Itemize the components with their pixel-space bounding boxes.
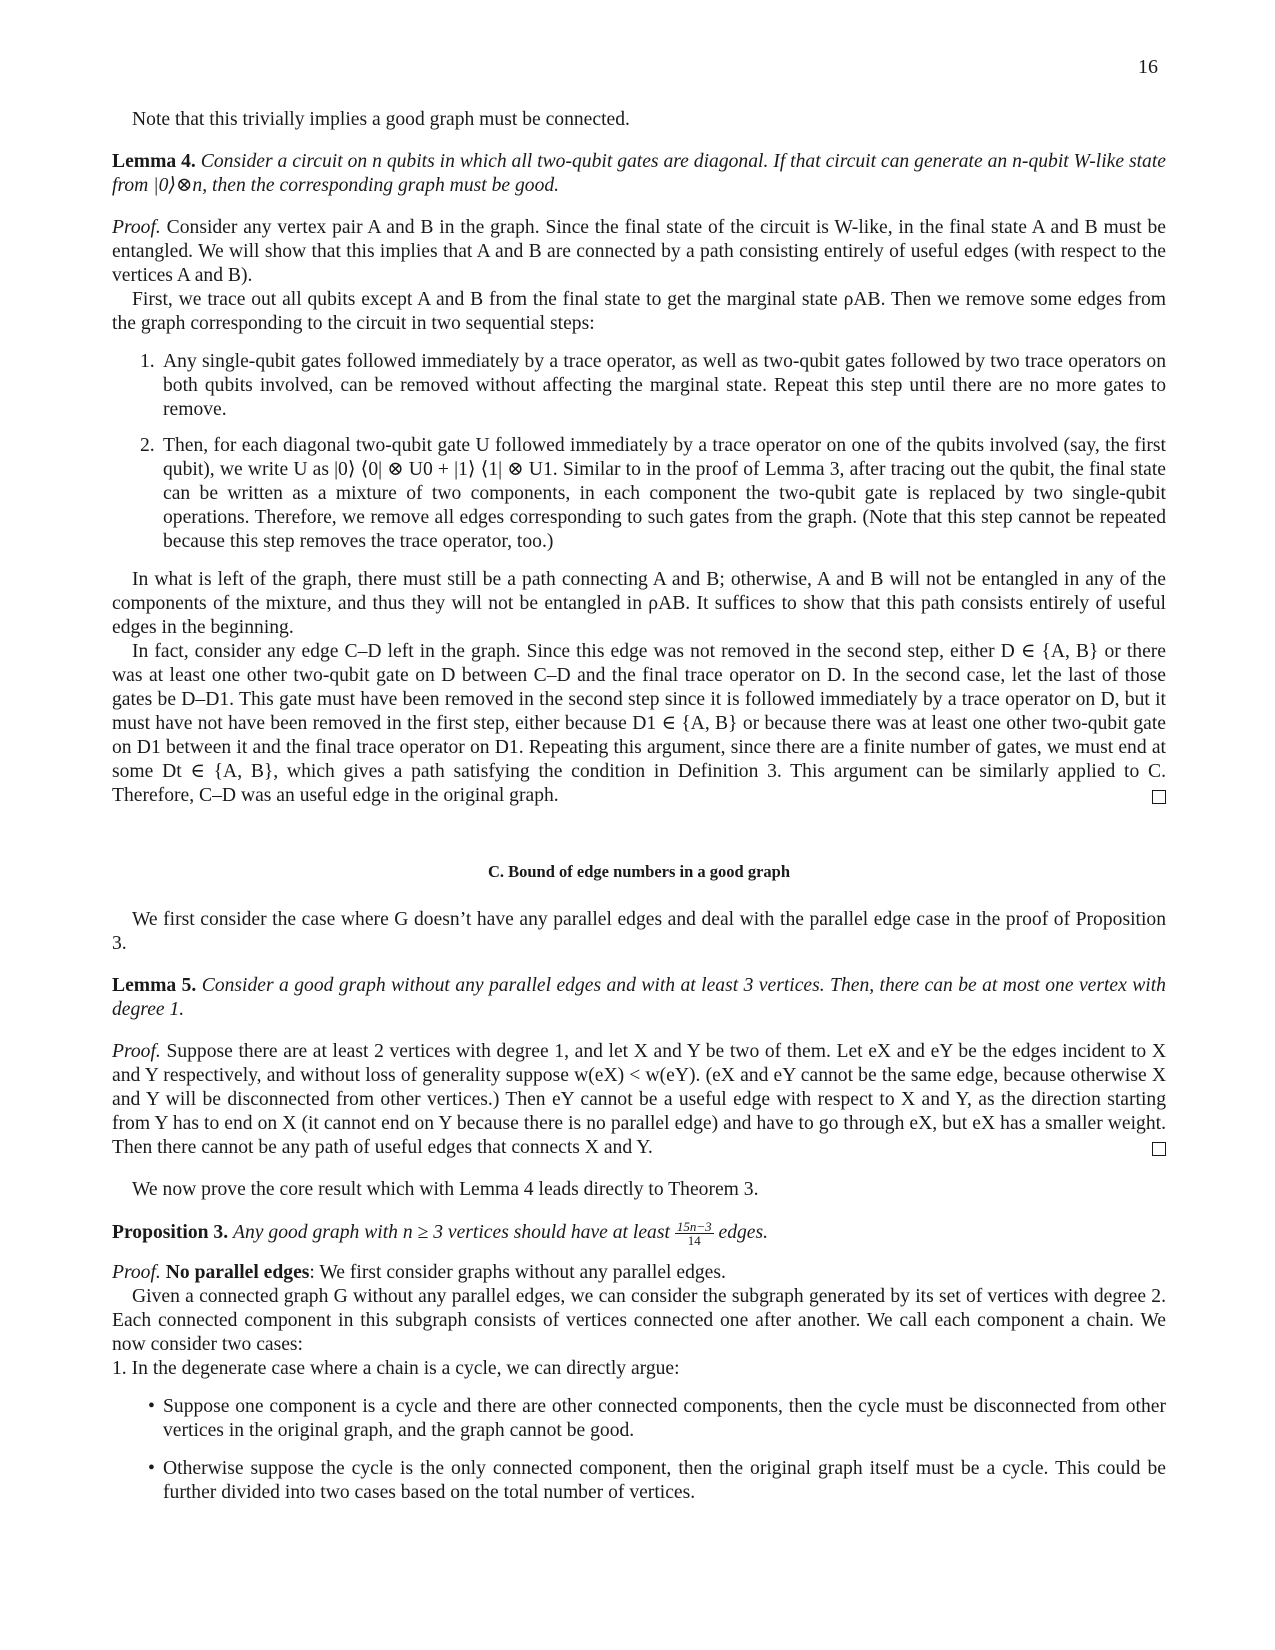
section-heading: C. Bound of edge numbers in a good graph: [487, 862, 791, 881]
proposition-3-statement-pre: Any good graph with n ≥ 3 vertices should have at least: [233, 1222, 670, 1243]
section-intro-paragraph: We first consider the case where G doesn’t have any parallel edges and deal with the parallel edge case in the proof of Proposition 3.: [112, 909, 1166, 954]
proof-prop-3-lead-text: : We first consider graphs without any parallel edges.: [309, 1262, 726, 1283]
fraction-numerator: 15n−3: [676, 1219, 712, 1234]
lemma-5-statement: Consider a good graph without any parallel edges and with at least 3 vertices. Then, there can be at most one vertex with degree 1.: [112, 975, 1166, 1020]
fraction-denominator: 14: [687, 1233, 701, 1248]
no-parallel-edges-heading: No parallel edges: [165, 1262, 310, 1283]
page-number: 16: [1138, 56, 1158, 78]
proof-5-label: Proof.: [112, 1041, 161, 1062]
lemma-4-statement: Consider a circuit on n qubits in which all two-qubit gates are diagonal. If that circuit can generate an n-qubit W-like state from |0⟩⊗n, then the corresponding graph must be good.: [112, 151, 1166, 196]
removal-steps-list: [112, 350, 1166, 554]
lemma-5: [112, 974, 1166, 1022]
proof-5-text: Suppose there are at least 2 vertices with degree 1, and let X and Y be two of them. Let eX and eY be the edges incident to X and Y respectively, and without loss of generality suppose w(eX) < w(eY). (eX and eY cannot be the same edge, because otherwise X and Y will be disconnected from other vertices.) Then eY cannot be a useful edge with respect to X and Y, as the direction starting from Y has to end on X (it cannot end on Y because there is no parallel edge) and have to go through eX, but eX has a smaller weight. Then there cannot be any path of useful edges that connects X and Y.: [112, 1041, 1166, 1158]
step-1-text: Any single-qubit gates followed immediately by a trace operator, as well as two-qubit gates followed by two trace operators on both qubits involved, can be removed without affecting the marginal state. Repeat this step until there are no more gates to remove.: [163, 351, 1166, 420]
proof-prop-3-paragraph-2: Given a connected graph G without any parallel edges, we can consider the subgraph generated by its set of vertices with degree 2. Each connected component in this subgraph consists of vertices connected one after another. We call each component a chain. We now consider two cases:: [112, 1286, 1166, 1355]
qed-square-icon: [1152, 1142, 1166, 1156]
proof-4-paragraph-3: In what is left of the graph, there must still be a path connecting A and B; otherwise, A and B will not be entangled in any of the components of the mixture, and thus they will not be entangled in ρAB. It suffices to show that this path consists entirely of useful edges in the beginning.: [112, 569, 1166, 638]
lemma-4: [112, 150, 1166, 198]
cycle-case-2: [112, 1457, 1166, 1505]
bullet-icon: •: [148, 1458, 155, 1479]
proof-4-paragraph-4: [112, 640, 1166, 808]
step-1-number: 1.: [140, 351, 155, 372]
cycle-case-1-text: Suppose one component is a cycle and there are other connected components, then the cycle must be disconnected from other vertices in the original graph, and the graph cannot be good.: [163, 1396, 1166, 1441]
removal-step-2: [112, 434, 1166, 554]
proof-4-text-1: Consider any vertex pair A and B in the graph. Since the final state of the circuit is W-like, in the final state A and B must be entangled. We will show that this implies that A and B are connected by a path consisting entirely of useful edges (with respect to the vertices A and B).: [112, 217, 1166, 286]
removal-step-1: [112, 350, 1166, 422]
proof-prop-3-label: Proof.: [112, 1262, 161, 1283]
edge-bound-fraction: [675, 1220, 714, 1247]
proof-4-paragraph-2: First, we trace out all qubits except A and B from the final state to get the marginal state ρAB. Then we remove some edges from the graph corresponding to the circuit in two sequential steps:: [112, 289, 1166, 334]
page-content: [112, 108, 1166, 1519]
cycle-case-2-text: Otherwise suppose the cycle is the only connected component, then the original graph itself must be a cycle. This could be further divided into two cases based on the total number of vertices.: [163, 1458, 1166, 1503]
proof-4-label: Proof.: [112, 217, 161, 238]
qed-square-icon: [1152, 790, 1166, 804]
proposition-3-label: Proposition 3.: [112, 1222, 229, 1243]
intro-paragraph: Note that this trivially implies a good graph must be connected.: [132, 109, 630, 130]
proposition-3-statement-post: edges.: [718, 1222, 769, 1243]
bullet-icon: •: [148, 1396, 155, 1417]
proof-4-text-4: In fact, consider any edge C–D left in the graph. Since this edge was not removed in the second step, either D ∈ {A, B} or there was at least one other two-qubit gate on D between C–D and the final trace operator on D. In the second case, let the last of those gates be D–D1. This gate must have been removed in the second step since it is followed immediately by a trace operator on D, but it must have not have been removed in the first step, either because D1 ∈ {A, B} or because there was at least one other two-qubit gate on D1 between it and the final trace operator on D1. Repeating this argument, since there are a finite number of gates, we must end at some Dt ∈ {A, B}, which gives a path satisfying the condition in Definition 3. This argument can be similarly applied to C. Therefore, C–D was an useful edge in the original graph.: [112, 641, 1166, 806]
core-result-paragraph: We now prove the core result which with Lemma 4 leads directly to Theorem 3.: [132, 1179, 759, 1200]
proof-5-paragraph: [112, 1040, 1166, 1160]
proof-prop-3-paragraph-3: 1. In the degenerate case where a chain is a cycle, we can directly argue:: [112, 1358, 680, 1379]
lemma-4-label: Lemma 4.: [112, 151, 196, 172]
proof-prop-3-paragraph-1: [112, 1261, 1166, 1285]
cycle-cases-list: [112, 1395, 1166, 1505]
proposition-3: [112, 1220, 1166, 1247]
step-2-text: Then, for each diagonal two-qubit gate U followed immediately by a trace operator on one of the qubits involved (say, the first qubit), we write U as |0⟩ ⟨0| ⊗ U0 + |1⟩ ⟨1| ⊗ U1. Similar to in the proof of Lemma 3, after tracing out the qubit, the final state can be written as a mixture of two components, in each component the two-qubit gate is replaced by two single-qubit operations. Therefore, we remove all edges corresponding to such gates from the graph. (Note that this step cannot be repeated because this step removes the trace operator, too.): [163, 435, 1166, 552]
step-2-number: 2.: [140, 435, 155, 456]
proof-4-paragraph-1: [112, 216, 1166, 288]
lemma-5-label: Lemma 5.: [112, 975, 197, 996]
cycle-case-1: [112, 1395, 1166, 1443]
